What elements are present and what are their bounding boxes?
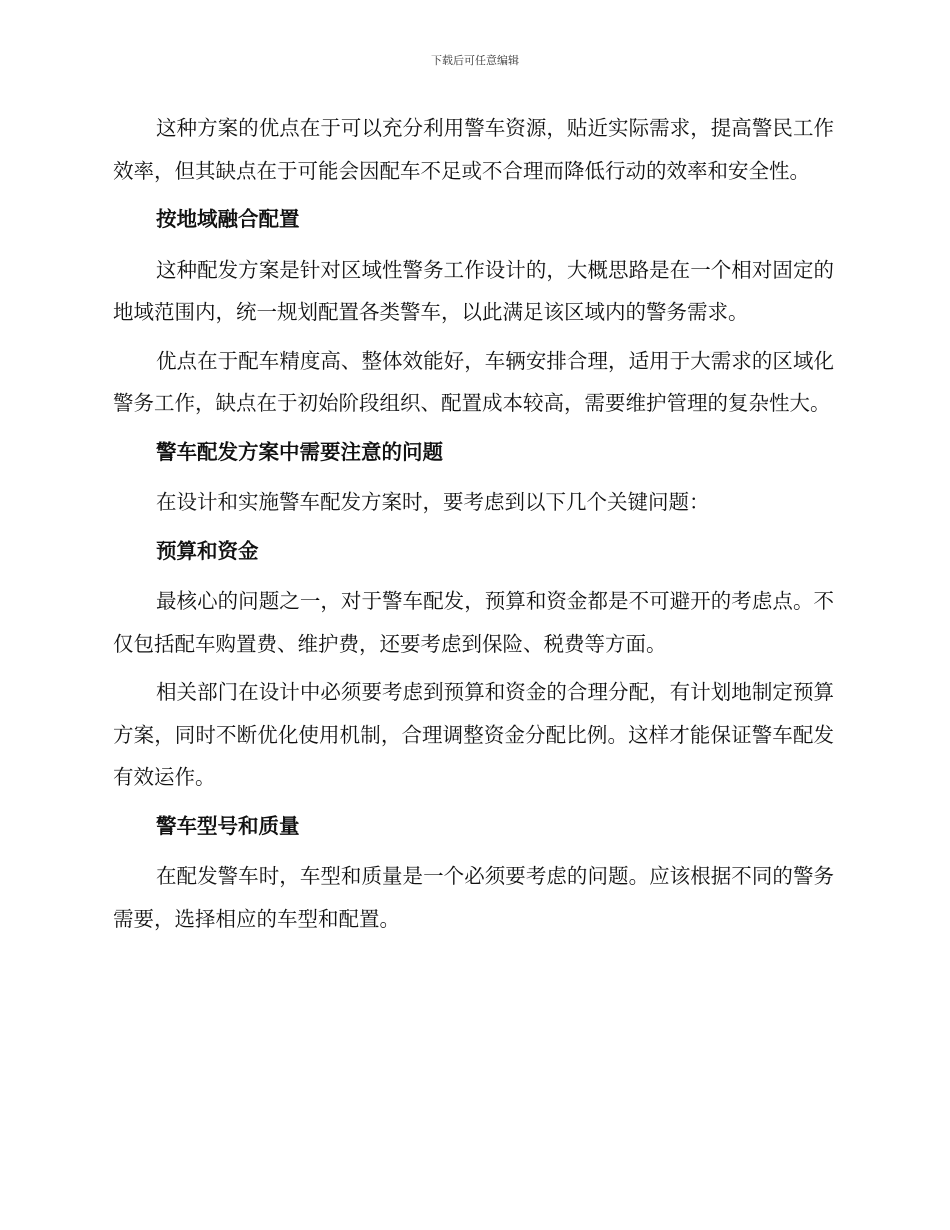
paragraph: 这种方案的优点在于可以充分利用警车资源，贴近实际需求，提高警民工作效率，但其缺点在于可能会因配车不足或不合理而降低行动的效率和安全性。 (113, 116, 834, 183)
paragraph: 这种配发方案是针对区域性警务工作设计的，大概思路是在一个相对固定的地域范围内，统一规划配置各类警车，以此满足该区域内的警务需求。 (113, 257, 834, 324)
paragraph: 最核心的问题之一，对于警车配发，预算和资金都是不可避开的考虑点。不仅包括配车购置费、维护费，还要考虑到保险、税费等方面。 (113, 589, 834, 656)
paragraph: 优点在于配车精度高、整体效能好，车辆安排合理，适用于大需求的区域化警务工作，缺点在于初始阶段组织、配置成本较高，需要维护管理的复杂性大。 (113, 348, 834, 415)
paragraph: 相关部门在设计中必须要考虑到预算和资金的合理分配，有计划地制定预算方案，同时不断优化使用机制，合理调整资金分配比例。这样才能保证警车配发有效运作。 (113, 680, 834, 789)
paragraph: 在设计和实施警车配发方案时，要考虑到以下几个关键问题： (156, 490, 710, 514)
document-body (113, 107, 834, 946)
section-heading: 按地域融合配置 (156, 207, 300, 231)
paragraph: 在配发警车时，车型和质量是一个必须要考虑的问题。应该根据不同的警务需要，选择相应的车型和配置。 (113, 864, 834, 931)
section-heading: 预算和资金 (156, 538, 259, 563)
section-heading: 警车型号和质量 (156, 813, 300, 838)
section-heading: 警车配发方案中需要注意的问题 (156, 439, 443, 464)
page-header: 下载后可任意编辑 (431, 54, 519, 67)
